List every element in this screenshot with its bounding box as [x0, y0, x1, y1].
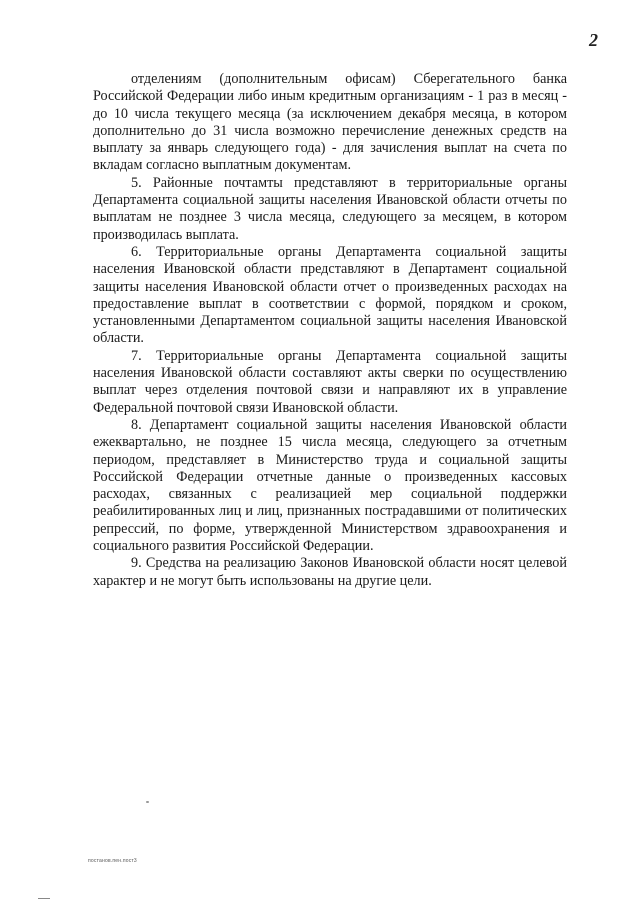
- scan-artifact-dash: [38, 898, 50, 899]
- paragraph-continuation: отделениям (дополнительным офисам) Сберегательного банка Российской Федерации либо иным кредитным организациям - 1 раз в месяц - до 10 числа текущего месяца (за исключением декабря месяца, в котором дополнительно до 31 числа возможно перечисление денежных средств на выплату за январь следующего года) - для зачисления выплат на счета по вкладам согласно выплатным документам.: [93, 71, 567, 174]
- paragraph-item-8: 8. Департамент социальной защиты населения Ивановской области ежеквартально, не позднее 15 числа месяца, следующего за отчетным периодом, представляет в Министерство труда и социальной защиты Российской Федерации отчетные данные о произведенных кассовых расходах, связанных с реализацией мер социальной поддержки реабилитированных лиц и лиц, признанных пострадавшими от политических репрессий, по форме, утвержденной Министерством здравоохранения и социального развития Российской Федерации.: [93, 416, 567, 555]
- paragraph-item-7: 7. Территориальные органы Департамента социальной защиты населения Ивановской области составляют акты сверки по осуществлению выплат через отделения почтовой связи и направляют их в управление Федеральной почтовой связи Ивановской области.: [93, 347, 567, 416]
- paragraph-item-5: 5. Районные почтамты представляют в территориальные органы Департамента социальной защиты населения Ивановской области отчеты по выплатам не позднее 3 числа месяца, следующего за месяцем, в котором производилась выплата.: [93, 174, 567, 243]
- document-body: [93, 71, 567, 590]
- page-number: 2: [589, 30, 598, 50]
- scan-artifact: [146, 801, 149, 803]
- paragraph-item-9: 9. Средства на реализацию Законов Ивановской области носят целевой характер и не могут быть использованы на другие цели.: [93, 555, 567, 589]
- footer-file-code: постанов.пен.пост3: [88, 858, 137, 864]
- paragraph-item-6: 6. Территориальные органы Департамента социальной защиты населения Ивановской области представляют в Департамент социальной защиты населения Ивановской области отчет о произведенных расходах на предоставление выплат в соответствии с формой, порядком и сроком, установленными Департаментом социальной защиты населения Ивановской области.: [93, 243, 567, 347]
